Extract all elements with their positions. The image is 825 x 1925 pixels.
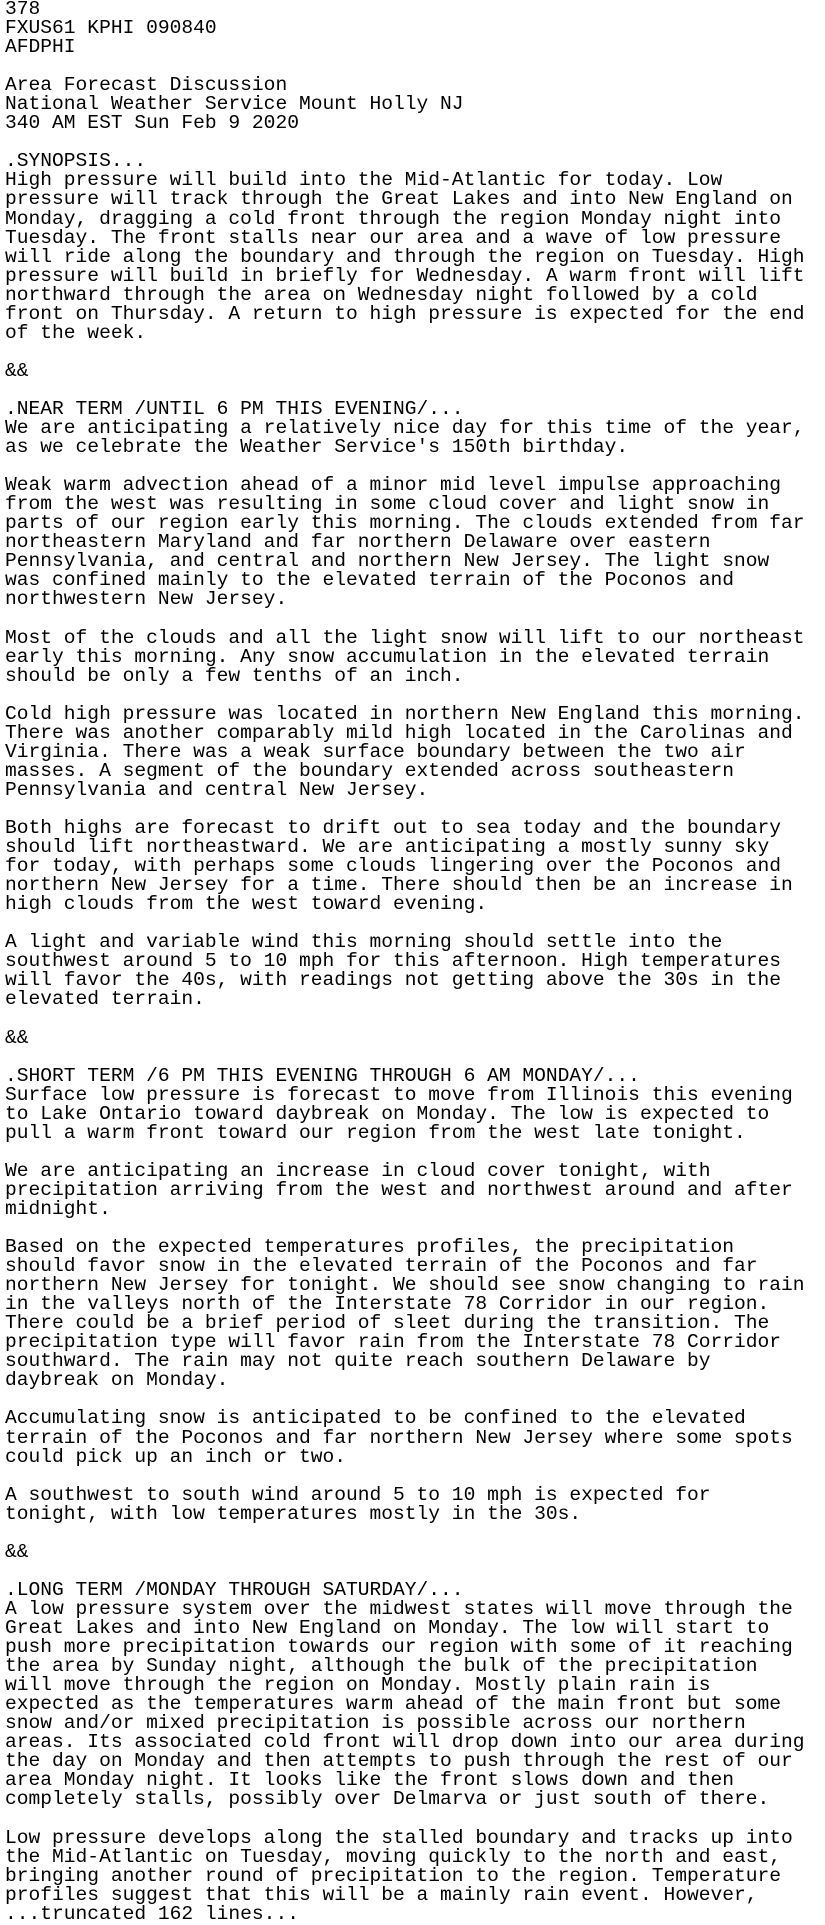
text-line: the day on Monday and then attempts to push through the rest of our (5, 1750, 793, 1773)
text-line: northern New Jersey for a time. There should then be an increase in (5, 874, 793, 897)
text-line: .LONG TERM /MONDAY THROUGH SATURDAY/... (5, 1578, 464, 1601)
text-line: National Weather Service Mount Holly NJ (5, 93, 464, 116)
text-line: midnight. (5, 1197, 111, 1220)
text-line: .SYNOPSIS... (5, 150, 147, 173)
text-line: High pressure will build into the Mid-Atlantic for today. Low (5, 169, 723, 192)
text-line: the Mid-Atlantic on Tuesday, moving quickly to the north and east, (5, 1845, 782, 1868)
text-line: snow and/or mixed precipitation is possible across our northern (5, 1712, 746, 1735)
text-line (5, 1143, 820, 1162)
text-line: Most of the clouds and all the light snow will lift to our northeast (5, 626, 805, 649)
text-line: parts of our region early this morning. The clouds extended from far (5, 512, 805, 535)
text-line: pressure will track through the Great Lakes and into New England on (5, 188, 793, 211)
text-line: Monday, dragging a cold front through the region Monday night into (5, 207, 782, 230)
text-line: There was another comparably mild high located in the Carolinas and (5, 721, 793, 744)
text-line: high clouds from the west toward evening. (5, 893, 488, 916)
text-line: should be only a few tenths of an inch. (5, 664, 464, 687)
text-line: 378 (5, 0, 41, 20)
text-line: push more precipitation towards our region with some of it reaching (5, 1636, 793, 1659)
text-line: 340 AM EST Sun Feb 9 2020 (5, 112, 299, 135)
text-line: northern New Jersey for tonight. We should see snow changing to rain (5, 1274, 805, 1297)
text-line (5, 686, 820, 705)
text-line: area Monday night. It looks like the front slows down and then (5, 1769, 735, 1792)
text-line (5, 610, 820, 629)
text-line: for today, with perhaps some clouds lingering over the Poconos and (5, 855, 782, 878)
text-line: .SHORT TERM /6 PM THIS EVENING THROUGH 6 AM MONDAY/... (5, 1064, 640, 1087)
text-line: elevated terrain. (5, 988, 205, 1011)
text-line: Pennsylvania, and central and northern New Jersey. The light snow (5, 550, 770, 573)
text-line: && (5, 1540, 29, 1563)
text-line: && (5, 1026, 29, 1049)
text-line: will ride along the boundary and through the region on Tuesday. High (5, 245, 805, 268)
text-line: as we celebrate the Weather Service's 150th birthday. (5, 436, 629, 459)
text-line (5, 1467, 820, 1486)
text-line (5, 1009, 820, 1028)
text-line: Based on the expected temperatures profiles, the precipitation (5, 1236, 735, 1259)
text-line: will move through the region on Monday. Mostly plain rain is (5, 1674, 711, 1697)
text-line: precipitation type will favor rain from the Interstate 78 Corridor (5, 1331, 782, 1354)
text-line: Surface low pressure is forecast to move from Illinois this evening (5, 1083, 793, 1106)
text-line: northward through the area on Wednesday night followed by a cold (5, 283, 758, 306)
text-line: will favor the 40s, with readings not getting above the 30s in the (5, 969, 782, 992)
text-line: northeastern Maryland and far northern Delaware over eastern (5, 531, 711, 554)
text-line: Weak warm advection ahead of a minor mid level impulse approaching (5, 474, 782, 497)
text-line: expected as the temperatures warm ahead of the main front but some (5, 1693, 782, 1716)
text-line: early this morning. Any snow accumulation in the elevated terrain (5, 645, 770, 668)
text-line: in the valleys north of the Interstate 78 Corridor in our region. (5, 1293, 770, 1316)
text-line: bringing another round of precipitation to the region. Temperature (5, 1864, 782, 1887)
text-line: was confined mainly to the elevated terrain of the Poconos and (5, 569, 735, 592)
text-line: tonight, with low temperatures mostly in the 30s. (5, 1502, 582, 1525)
forecast-discussion-text (5, 0, 820, 1924)
text-line: A southwest to south wind around 5 to 10 mph is expected for (5, 1483, 711, 1506)
text-line: A low pressure system over the midwest states will move through the (5, 1597, 793, 1620)
text-line: Low pressure develops along the stalled boundary and tracks up into (5, 1826, 793, 1849)
text-line: of the week. (5, 321, 147, 344)
text-line (5, 1524, 820, 1543)
text-line: should lift northeastward. We are anticipating a mostly sunny sky (5, 836, 770, 859)
text-line: southward. The rain may not quite reach southern Delaware by (5, 1350, 711, 1373)
text-line: pressure will build in briefly for Wednesday. A warm front will lift (5, 264, 805, 287)
text-line: profiles suggest that this will be a mainly rain event. However, (5, 1883, 758, 1906)
text-line: completely stalls, possibly over Delmarva or just south of there. (5, 1788, 770, 1811)
text-line: Both highs are forecast to drift out to sea today and the boundary (5, 817, 782, 840)
text-line: pull a warm front toward our region from the west late tonight. (5, 1121, 746, 1144)
text-line: to Lake Ontario toward daybreak on Monday. The low is expected to (5, 1102, 770, 1125)
text-line: && (5, 359, 29, 382)
text-line: southwest around 5 to 10 mph for this afternoon. High temperatures (5, 950, 782, 973)
text-line: areas. Its associated cold front will drop down into our area during (5, 1731, 805, 1754)
text-line (5, 343, 820, 362)
text-line: masses. A segment of the boundary extended across southeastern (5, 759, 735, 782)
text-line: We are anticipating a relatively nice day for this time of the year, (5, 417, 805, 440)
text-line: ...truncated 162 lines... (5, 1902, 299, 1925)
text-line: There could be a brief period of sleet during the transition. The (5, 1312, 770, 1335)
text-line: should favor snow in the elevated terrain of the Poconos and far (5, 1255, 758, 1278)
text-line (5, 1048, 820, 1067)
text-line: the area by Sunday night, although the bulk of the precipitation (5, 1655, 758, 1678)
text-line: northwestern New Jersey. (5, 588, 288, 611)
text-line: .NEAR TERM /UNTIL 6 PM THIS EVENING/... (5, 397, 464, 420)
text-line (5, 1809, 820, 1828)
text-line: front on Thursday. A return to high pressure is expected for the end (5, 302, 805, 325)
text-line: Great Lakes and into New England on Monday. The low will start to (5, 1616, 770, 1639)
text-line: daybreak on Monday. (5, 1369, 229, 1392)
text-line: Tuesday. The front stalls near our area and a wave of low pressure (5, 226, 782, 249)
text-line: FXUS61 KPHI 090840 (5, 17, 217, 40)
text-line: terrain of the Poconos and far northern New Jersey where some spots (5, 1426, 793, 1449)
text-line: Accumulating snow is anticipated to be confined to the elevated (5, 1407, 746, 1430)
text-line: from the west was resulting in some cloud cover and light snow in (5, 493, 770, 516)
text-line: precipitation arriving from the west and northwest around and after (5, 1178, 793, 1201)
text-line: Pennsylvania and central New Jersey. (5, 778, 429, 801)
text-line: Cold high pressure was located in northern New England this morning. (5, 702, 805, 725)
text-line: Area Forecast Discussion (5, 74, 288, 97)
text-line: We are anticipating an increase in cloud cover tonight, with (5, 1159, 711, 1182)
text-line: A light and variable wind this morning should settle into the (5, 931, 723, 954)
text-line: could pick up an inch or two. (5, 1445, 346, 1468)
text-line: AFDPHI (5, 36, 76, 59)
text-line: Virginia. There was a weak surface boundary between the two air (5, 740, 746, 763)
